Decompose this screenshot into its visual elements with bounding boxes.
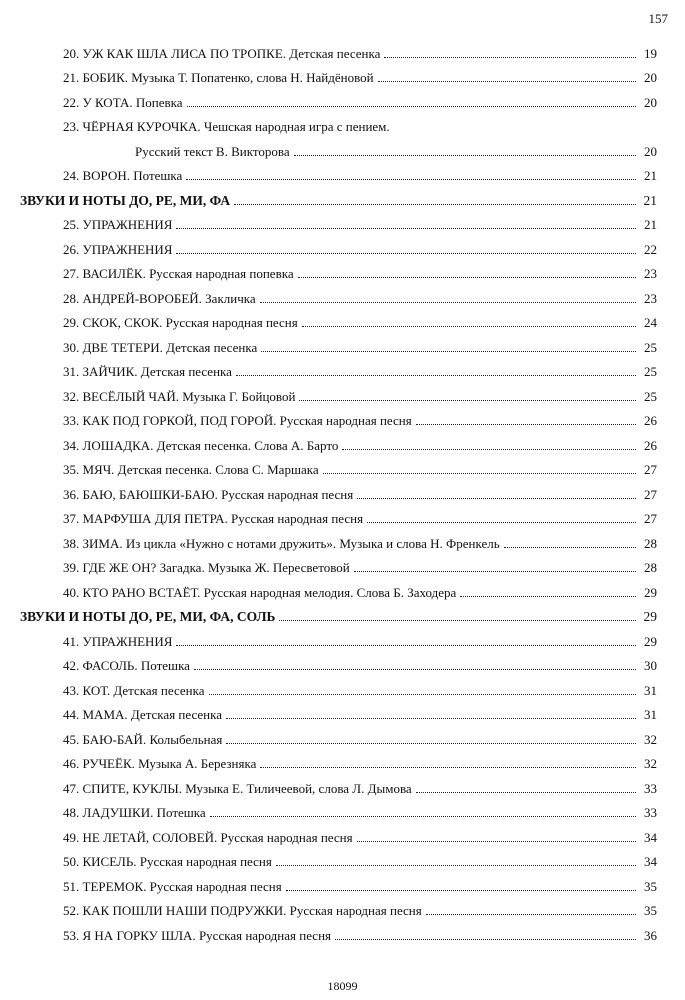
toc-entry-title: 45. БАЮ-БАЙ. Колыбельная <box>63 731 223 747</box>
toc-entry-page: 36 <box>644 927 657 943</box>
dot-leader <box>504 547 636 548</box>
dot-leader <box>279 620 636 621</box>
toc-entry-page: 21 <box>644 168 657 183</box>
dot-leader <box>342 449 636 450</box>
toc-entry <box>20 526 657 551</box>
dot-leader <box>357 841 636 842</box>
toc-entry-title: 42. ФАСОЛЬ. Потешка <box>63 658 190 673</box>
toc-entry-page: 21 <box>643 192 657 208</box>
toc-entry-page: 21 <box>644 217 657 232</box>
dot-leader <box>260 767 636 768</box>
toc-entry-title: 52. КАК ПОШЛИ НАШИ ПОДРУЖКИ. Русская народная песня <box>63 903 422 918</box>
toc-entry <box>20 722 657 747</box>
dot-leader <box>299 400 636 401</box>
toc-entry-page: 34 <box>644 829 657 845</box>
toc-entry-page: 32 <box>644 731 657 747</box>
toc-entry <box>20 281 657 306</box>
dot-leader <box>226 718 636 719</box>
dot-leader <box>209 694 637 695</box>
toc-entry-title: ЗВУКИ И НОТЫ ДО, РЕ, МИ, ФА, СОЛЬ <box>20 609 276 624</box>
toc-entry-title: 27. ВАСИЛЁК. Русская народная попевка <box>63 266 294 281</box>
toc-entry <box>20 404 657 429</box>
toc-entry-page: 20 <box>644 94 657 110</box>
toc-section-heading <box>20 600 657 625</box>
toc-entry <box>20 257 657 282</box>
toc-entry <box>20 869 657 894</box>
dot-leader <box>176 228 636 229</box>
toc-entry-title: 48. ЛАДУШКИ. Потешка <box>63 805 206 820</box>
toc-entry-page: 27 <box>644 511 657 526</box>
toc-entry <box>20 673 657 698</box>
dot-leader <box>236 375 636 376</box>
toc-entry-page: 35 <box>644 878 657 894</box>
toc-entry-title: 32. ВЕСЁЛЫЙ ЧАЙ. Музыка Г. Бойцовой <box>63 388 296 404</box>
toc-entry-page: 34 <box>644 854 657 869</box>
toc-entry <box>20 428 657 453</box>
toc-entry-page: 29 <box>644 584 657 600</box>
toc-entry-page: 26 <box>644 437 657 453</box>
toc-entry <box>20 355 657 380</box>
toc-entry <box>20 551 657 576</box>
dot-leader <box>187 106 636 107</box>
toc-entry <box>20 232 657 257</box>
toc-entry-title: 51. ТЕРЕМОК. Русская народная песня <box>63 878 282 894</box>
toc-entry-title: ЗВУКИ И НОТЫ ДО, РЕ, МИ, ФА <box>20 192 231 208</box>
toc-entry-page: 30 <box>644 658 657 673</box>
toc-entry-page: 19 <box>644 45 657 61</box>
dot-leader <box>176 253 636 254</box>
toc-entry-title: 24. ВОРОН. Потешка <box>63 168 183 183</box>
toc-entry-title: 40. КТО РАНО ВСТАЁТ. Русская народная мелодия. Слова Б. Заходера <box>63 584 457 600</box>
dot-leader <box>335 939 636 940</box>
dot-leader <box>416 424 636 425</box>
toc-entry-title: 25. УПРАЖНЕНИЯ <box>63 217 173 232</box>
toc-entry <box>20 134 657 159</box>
toc-entry-title: 47. СПИТЕ, КУКЛЫ. Музыка Е. Тиличеевой, слова Л. Дымова <box>63 780 412 796</box>
dot-leader <box>186 179 636 180</box>
toc-entry-title: 41. УПРАЖНЕНИЯ <box>63 633 173 649</box>
toc-entry <box>20 453 657 478</box>
toc-entry <box>20 61 657 86</box>
dot-leader <box>261 351 636 352</box>
toc-entry-page: 27 <box>644 462 657 477</box>
toc-entry-title: 26. УПРАЖНЕНИЯ <box>63 241 173 257</box>
dot-leader <box>367 522 636 523</box>
toc-entry-title: 23. ЧЁРНАЯ КУРОЧКА. Чешская народная игра с пением. <box>63 119 390 134</box>
toc-entry-page: 23 <box>644 266 657 281</box>
dot-leader <box>302 326 636 327</box>
toc-entry-title: 36. БАЮ, БАЮШКИ-БАЮ. Русская народная песня <box>63 486 354 502</box>
toc-entry-title: 53. Я НА ГОРКУ ШЛА. Русская народная песня <box>63 927 332 943</box>
toc-entry-page: 20 <box>644 143 657 159</box>
toc-entry-title: 22. У КОТА. Попевка <box>63 94 183 110</box>
dot-leader <box>226 743 636 744</box>
toc-entry-title: 35. МЯЧ. Детская песенка. Слова С. Маршака <box>63 462 319 477</box>
toc-entry <box>20 330 657 355</box>
toc-entry-title: 50. КИСЕЛЬ. Русская народная песня <box>63 854 272 869</box>
toc-entry <box>20 894 657 919</box>
toc-entry-title: Русский текст В. Викторова <box>135 143 290 159</box>
toc-entry-page: 24 <box>644 315 657 330</box>
toc-entry-page: 25 <box>644 339 657 355</box>
toc-section-heading <box>20 183 657 208</box>
toc-entry-page: 28 <box>644 560 657 575</box>
toc-entry-page: 31 <box>644 682 657 698</box>
toc-entry-page: 22 <box>644 241 657 257</box>
toc-entry <box>20 502 657 527</box>
dot-leader <box>234 204 636 205</box>
dot-leader <box>194 669 636 670</box>
toc-entry <box>20 845 657 870</box>
toc-entry-page: 27 <box>644 486 657 502</box>
toc-entry-title: 39. ГДЕ ЖЕ ОН? Загадка. Музыка Ж. Пересветовой <box>63 560 350 575</box>
toc-entry-title: 20. УЖ КАК ШЛА ЛИСА ПО ТРОПКЕ. Детская песенка <box>63 45 381 61</box>
toc-entry <box>20 36 657 61</box>
dot-leader <box>294 155 636 156</box>
toc-entry <box>20 110 657 135</box>
toc-entry-title: 29. СКОК, СКОК. Русская народная песня <box>63 315 298 330</box>
toc-entry-page: 23 <box>644 290 657 306</box>
dot-leader <box>416 792 636 793</box>
toc-entry-page: 29 <box>644 633 657 649</box>
toc-entry <box>20 918 657 943</box>
dot-leader <box>426 914 636 915</box>
toc-entry-title: 43. КОТ. Детская песенка <box>63 682 205 698</box>
toc-entry-page: 25 <box>644 388 657 404</box>
toc-entry-page: 33 <box>644 805 657 820</box>
dot-leader <box>298 277 636 278</box>
page-number: 157 <box>648 11 668 26</box>
dot-leader <box>276 865 636 866</box>
toc-entry <box>20 698 657 723</box>
toc-entry-page: 26 <box>644 413 657 428</box>
toc-entry <box>20 379 657 404</box>
dot-leader <box>357 498 636 499</box>
toc-entry-title: 34. ЛОШАДКА. Детская песенка. Слова А. Барто <box>63 437 339 453</box>
toc-entry-title: 46. РУЧЕЁК. Музыка А. Березняка <box>63 756 257 771</box>
dot-leader <box>260 302 636 303</box>
dot-leader <box>354 571 636 572</box>
toc-entry-title: 33. КАК ПОД ГОРКОЙ, ПОД ГОРОЙ. Русская народная песня <box>63 413 412 428</box>
dot-leader <box>323 473 636 474</box>
toc-entry-title: 21. БОБИК. Музыка Т. Попатенко, слова Н. Найдёновой <box>63 70 374 85</box>
toc-entry <box>20 306 657 331</box>
toc-entry-page: 20 <box>644 70 657 85</box>
toc-entry <box>20 575 657 600</box>
dot-leader <box>384 57 636 58</box>
toc-entry <box>20 649 657 674</box>
footer-code: 18099 <box>327 979 358 993</box>
table-of-contents <box>20 36 657 943</box>
toc-entry <box>20 85 657 110</box>
toc-entry-title: 44. МАМА. Детская песенка <box>63 707 223 722</box>
toc-entry-page: 29 <box>643 609 657 624</box>
dot-leader <box>210 816 636 817</box>
dot-leader <box>176 645 636 646</box>
toc-entry <box>20 159 657 184</box>
toc-entry-title: 31. ЗАЙЧИК. Детская песенка <box>63 364 232 379</box>
toc-entry <box>20 796 657 821</box>
toc-entry-title: 38. ЗИМА. Из цикла «Нужно с нотами дружить». Музыка и слова Н. Френкель <box>63 535 500 551</box>
toc-entry <box>20 820 657 845</box>
toc-entry-page: 33 <box>644 780 657 796</box>
toc-entry <box>20 208 657 233</box>
toc-entry-title: 28. АНДРЕЙ-ВОРОБЕЙ. Закличка <box>63 290 256 306</box>
toc-entry-page: 31 <box>644 707 657 722</box>
toc-entry <box>20 624 657 649</box>
dot-leader <box>460 596 636 597</box>
toc-entry-title: 30. ДВЕ ТЕТЕРИ. Детская песенка <box>63 339 258 355</box>
toc-entry-title: 49. НЕ ЛЕТАЙ, СОЛОВЕЙ. Русская народная песня <box>63 829 353 845</box>
toc-entry <box>20 477 657 502</box>
toc-entry-page: 35 <box>644 903 657 918</box>
toc-entry-title: 37. МАРФУША ДЛЯ ПЕТРА. Русская народная песня <box>63 511 364 526</box>
toc-entry-page: 28 <box>644 535 657 551</box>
toc-entry-page: 25 <box>644 364 657 379</box>
toc-entry <box>20 747 657 772</box>
dot-leader <box>378 81 636 82</box>
toc-entry <box>20 771 657 796</box>
dot-leader <box>286 890 636 891</box>
toc-entry-page: 32 <box>644 756 657 771</box>
